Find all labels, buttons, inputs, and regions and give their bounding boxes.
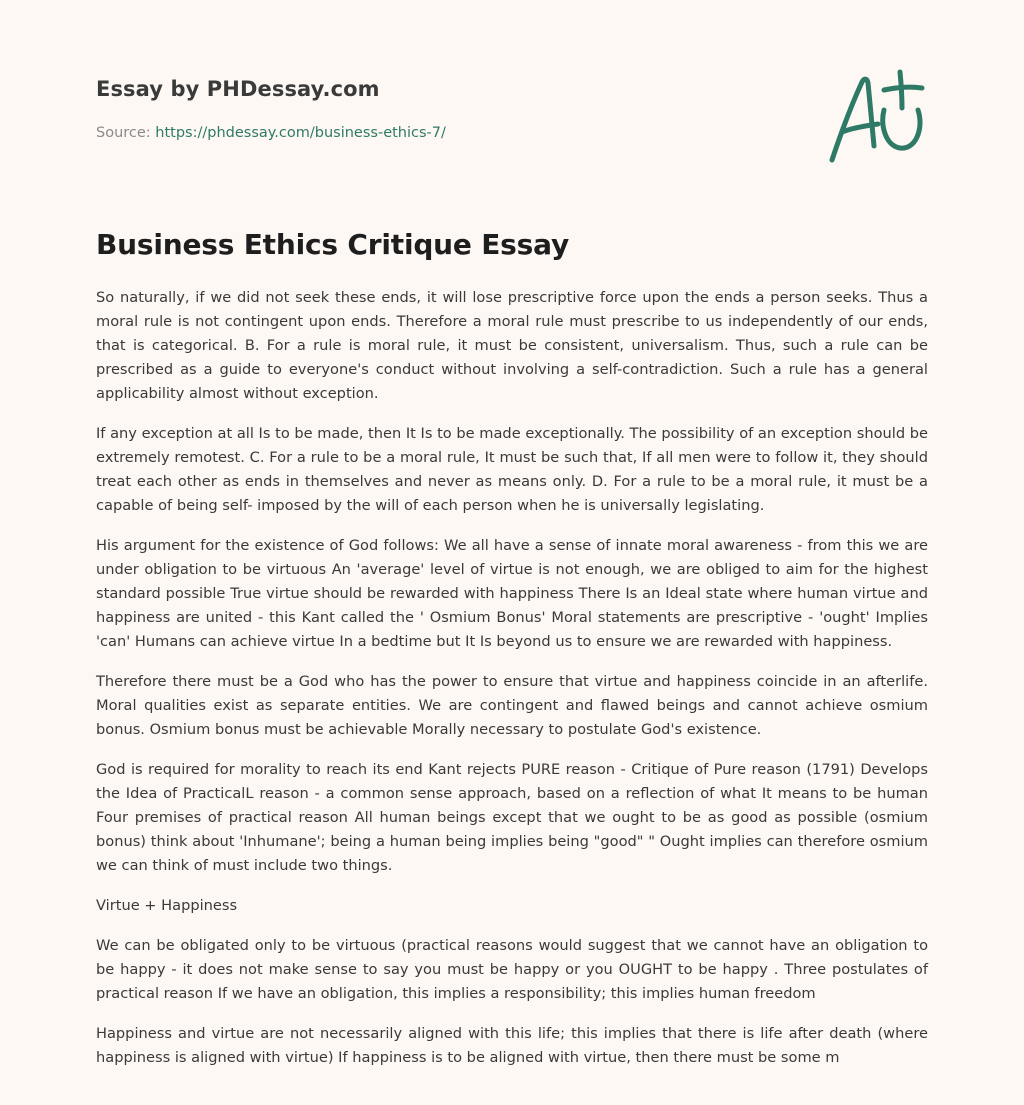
paragraph: Happiness and virtue are not necessarily aligned with this life; this implies that there is life after death (where happiness is aligned with virtue) If happiness is to be aligned with virtue, then there must be some m <box>96 1025 928 1066</box>
paragraph: Virtue + Happiness <box>96 897 238 914</box>
source-line <box>96 125 446 141</box>
a-plus-logo-icon <box>824 66 928 166</box>
source-link[interactable]: https://phdessay.com/business-ethics-7/ <box>155 125 446 141</box>
paragraph: If any exception at all Is to be made, then It Is to be made exceptionally. The possibility of an exception should be extremely remotest. C. For a rule to be a moral rule, It must be such that, If all men were to follow it, they should treat each other as ends in themselves and never as means only. D. For a rule to be a moral rule, it must be a capable of being self- imposed by the will of each person when he is universally legislating. <box>96 425 928 514</box>
site-brand: Essay by PHDessay.com <box>96 77 380 101</box>
paragraph: So naturally, if we did not seek these ends, it will lose prescriptive force upon the ends a person seeks. Thus a moral rule is not contingent upon ends. Therefore a moral rule must prescribe to us independently of our ends, that is categorical. B. For a rule is moral rule, it must be consistent, universalism. Thus, such a rule can be prescribed as a guide to everyone's conduct without involving a self-contradiction. Such a rule has a general applicability almost without exception. <box>96 289 928 402</box>
source-label: Source: <box>96 125 151 141</box>
article-body <box>96 286 928 1086</box>
paragraph: God is required for morality to reach its end Kant rejects PURE reason - Critique of Pure reason (1791) Develops the Idea of PracticalL reason - a common sense approach, based on a reflection of what It means to be human Four premises of practical reason All human beings except that we ought to be as good as possible (osmium bonus) think about 'Inhumane'; being a human being implies being "good" " Ought implies can therefore osmium we can think of must include two things. <box>96 761 928 874</box>
paragraph: We can be obligated only to be virtuous (practical reasons would suggest that we cannot have an obligation to be happy - it does not make sense to say you must be happy or you OUGHT to be happy . Three postulates of practical reason If we have an obligation, this implies a responsibility; this implies human freedom <box>96 937 928 1002</box>
article-title: Business Ethics Critique Essay <box>96 228 569 261</box>
paragraph: Therefore there must be a God who has the power to ensure that virtue and happiness coincide in an afterlife. Moral qualities exist as separate entities. We are contingent and flawed beings and cannot achieve osmium bonus. Osmium bonus must be achievable Morally necessary to postulate God's existence. <box>96 673 928 738</box>
paragraph: His argument for the existence of God follows: We all have a sense of innate moral awareness - from this we are under obligation to be virtuous An 'average' level of virtue is not enough, we are obliged to aim for the highest standard possible True virtue should be rewarded with happiness There Is an Ideal state where human virtue and happiness are united - this Kant called the ' Osmium Bonus' Moral statements are prescriptive - 'ought' Implies 'can' Humans can achieve virtue In a bedtime but It Is beyond us to ensure we are rewarded with happiness. <box>96 537 928 650</box>
